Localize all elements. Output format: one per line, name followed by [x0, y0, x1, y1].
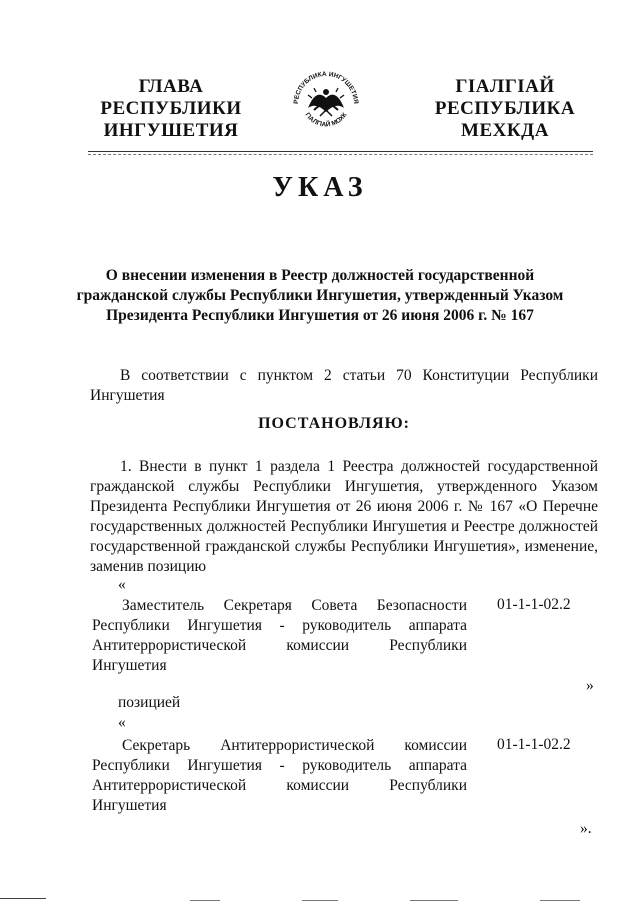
intro-line-2: Ингушетия [90, 387, 165, 404]
new-position [92, 736, 467, 816]
item-1-line-5: государственной гражданской службы Республики Ингушетия», изменение, [90, 538, 598, 555]
old-position-line-4: Ингушетия [92, 657, 167, 674]
item-1-line-1: 1. Внести в пункт 1 раздела 1 Реестра должностей государственной [120, 458, 598, 475]
header-left-line-2: РЕСПУБЛИКИ [100, 98, 242, 119]
item-1-line-6: заменив позицию [90, 558, 207, 575]
new-position-line-1: Секретарь Антитеррористической комиссии [122, 737, 467, 754]
old-position [92, 596, 467, 676]
new-position-line-4: Ингушетия [92, 797, 167, 814]
old-position-code: 01-1-1-02.2 [497, 596, 571, 613]
svg-text:ГIАЛГIАЙ МОХК: ГIАЛГIАЙ МОХК [303, 111, 349, 129]
header-right-line-1: ГIАЛГIАЙ [455, 76, 555, 97]
open-quote-1: « [118, 576, 126, 593]
scan-edge-left [0, 898, 46, 899]
header-rule-top [88, 151, 593, 152]
header-right [430, 76, 580, 142]
header-right-line-3: МЕХКДА [461, 120, 549, 141]
close-quote-1: » [586, 677, 594, 694]
document-subject: О внесении изменения в Реестр должностей государственной гражданской службы Республики Ингушетия, утвержденный Указом Президента Республики Ингушетия от 26 июня 2006 г. № 167 [76, 267, 564, 324]
scan-edge-mark-1 [190, 900, 220, 901]
item-1-line-2: гражданской службы Республики Ингушетия, утвержденного Указом [90, 478, 598, 495]
old-position-line-2: Республики Ингушетия - руководитель аппарата [92, 617, 467, 634]
old-position-line-1: Заместитель Секретаря Совета Безопасности [122, 597, 467, 614]
scan-edge-mark-3 [410, 900, 458, 901]
document-title: УКАЗ [272, 172, 368, 203]
emblem-seal [290, 68, 362, 132]
header-left [96, 76, 246, 142]
header-left-line-3: ИНГУШЕТИЯ [103, 120, 239, 141]
item-1-line-4: государственных должностей Республики Ингушетия и Реестре должностей [90, 518, 598, 535]
header-left-line-1: ГЛАВА [138, 76, 204, 97]
item-1-line-3: Президента Республики Ингушетия от 26 июня 2006 г. № 167 «О Перечне [90, 498, 598, 515]
scan-edge-mark-4 [540, 900, 580, 901]
header-right-line-2: РЕСПУБЛИКА [434, 98, 576, 119]
old-position-line-3: Антитеррористической комиссии Республики [92, 637, 467, 654]
with-position-label: позицией [118, 694, 181, 711]
item-1-paragraph [90, 457, 598, 577]
decree-word: ПОСТАНОВЛЯЮ: [258, 415, 410, 432]
intro-line-1: В соответствии с пунктом 2 статьи 70 Конституции Республики [120, 367, 598, 384]
header-rule-bottom [88, 154, 593, 155]
svg-text:РЕСПУБЛИКА ИНГУШЕТИЯ: РЕСПУБЛИКА ИНГУШЕТИЯ [292, 70, 360, 105]
close-quote-2: ». [580, 820, 592, 837]
intro-paragraph [90, 366, 598, 406]
new-position-code: 01-1-1-02.2 [497, 736, 571, 753]
scan-edge-mark-2 [302, 900, 338, 901]
open-quote-2: « [118, 714, 126, 731]
new-position-line-3: Антитеррористической комиссии Республики [92, 777, 467, 794]
new-position-line-2: Республики Ингушетия - руководитель аппарата [92, 757, 467, 774]
